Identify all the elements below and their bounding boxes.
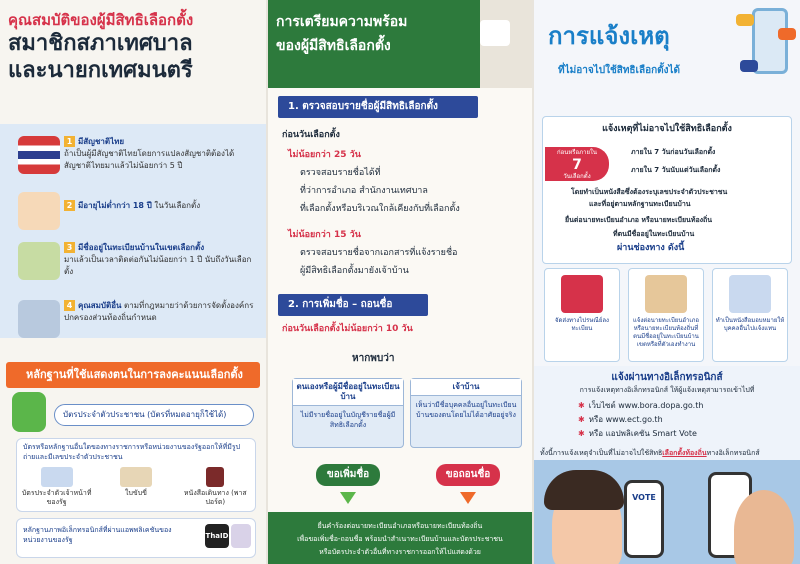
ballot-hand-icon (480, 20, 510, 46)
driver-license-icon (120, 467, 152, 487)
days15-label: ไม่น้อยกว่า 15 วัน (288, 230, 361, 240)
qualification-item: 1 มีสัญชาติไทย ถ้าเป็นผู้มีสัญชาติไทยโดยการแปลงสัญชาติต้องได้สัญชาติไทยมาแล้วไม่น้อยกว่า 5 ปี (18, 136, 254, 174)
days25-line1: ตรวจสอบรายชื่อได้ที่ (300, 168, 381, 178)
footer-line3: หรือบัตรประจำตัวอื่นที่ทางราชการออกให้ไปแสดงด้วย (319, 548, 481, 556)
thai-flag-icon (18, 136, 60, 174)
qualification-title: มีชื่ออยู่ในทะเบียนบ้านในเขตเลือกตั้ง (78, 243, 205, 252)
qualification-detail: ถ้าเป็นผู้มีสัญชาติไทยโดยการแปลงสัญชาติต้องได้สัญชาติไทยมาแล้วไม่น้อยกว่า 5 ปี (64, 149, 235, 170)
channel-office: แจ้งต่อนายทะเบียนอำเภอหรือนายทะเบียนท้องถิ่นที่ตนมีชื่ออยู่ในทะเบียนบ้านเขตหรือที่ตัวเองทำงาน (628, 268, 704, 362)
house-icon (18, 242, 60, 280)
electronic-desc: การแจ้งเหตุทางอิเล็กทรอนิกส์ ให้ผู้แจ้งเหตุสามารถเข้าไปที่ (579, 386, 755, 394)
doc-passport: หนังสือเดินทาง (พาสปอร์ต) (180, 467, 250, 507)
evidence-banner: หลักฐานที่ใช้แสดงตนในการลงคะแนนเลือกตั้ง (6, 362, 260, 388)
id-card-pill: บัตรประจำตัวประชาชน (บัตรที่หมดอายุก็ใช้ได้) (54, 404, 254, 426)
panel1-title-red: คุณสมบัติของผู้มีสิทธิเลือกตั้ง (8, 11, 194, 29)
qualification-title: มีสัญชาติไทย (78, 137, 125, 146)
mascot-icon (12, 392, 46, 432)
footer-line1: ยื่นคำร้องต่อนายทะเบียนอำเภอหรือนายทะเบียนท้องถิ่น (317, 522, 483, 530)
down-arrow-icon (460, 492, 476, 504)
desc-line2: และที่อยู่ตามหลักฐานทะเบียนบ้าน (589, 200, 691, 208)
add-name-button[interactable]: ขอเพิ่มชื่อ (316, 464, 380, 486)
choice-remove (410, 378, 522, 448)
officer-icon (645, 275, 687, 313)
letter-icon (729, 275, 771, 313)
man-icon (734, 490, 794, 564)
choice-add-head: ตนเองหรือผู้มีชื่ออยู่ในทะเบียนบ้าน (293, 379, 403, 406)
app-logo-icon (231, 524, 251, 548)
hair-icon (544, 470, 624, 510)
desc-line1: โดยทำเป็นหนังสือซึ่งต้องระบุเลขประจำตัวประชาชน (571, 188, 728, 196)
qualification-item: 2 มีอายุไม่ต่ำกว่า 18 ปี ในวันเลือกตั้ง (18, 192, 254, 230)
before-election-label: ก่อนวันเลือกตั้ง (282, 130, 340, 140)
electronic-title: แจ้งผ่านทางอิเล็กทรอนิกส์ (611, 372, 723, 383)
app-evidence-box (16, 518, 256, 558)
bullet-smartvote[interactable]: ✱ หรือ แอปพลิเคชัน Smart Vote (578, 429, 697, 438)
down-arrow-icon (340, 492, 356, 504)
chat-bubble-icon (740, 60, 758, 72)
panel-qualifications (0, 0, 266, 564)
notification-box-title: แจ้งเหตุที่ไม่อาจไปใช้สิทธิเลือกตั้ง (602, 124, 732, 134)
panel-preparation (268, 0, 532, 564)
bullet-bora[interactable]: ✱ เว็บไซต์ www.bora.dopa.go.th (578, 401, 704, 410)
qualification-detail: มาแล้วเป็นเวลาติดต่อกันไม่น้อยกว่า 1 ปี นับถึงวันเลือกตั้ง (64, 255, 252, 276)
panel2-title-line2: ของผู้มีสิทธิเลือกตั้ง (276, 38, 391, 54)
qualification-item: 4 คุณสมบัติอื่น ตามที่กฎหมายว่าด้วยการจัดตั้งองค์กรปกครองส่วนท้องถิ่นกำหนด (18, 300, 254, 338)
within-before: ภายใน 7 วันก่อนวันเลือกตั้ง (631, 148, 716, 156)
qualification-item: 3 มีชื่ออยู่ในทะเบียนบ้านในเขตเลือกตั้ง มาแล้วเป็นเวลาติดต่อกันไม่น้อยกว่า 1 ปี นับถึงวันเลือกตั้ง (18, 242, 254, 280)
thaid-logo: ThaID (205, 524, 229, 548)
notification-box (542, 116, 792, 264)
remove-name-button[interactable]: ขอถอนชื่อ (436, 464, 500, 486)
choice-remove-head: เจ้าบ้าน (411, 379, 521, 396)
channels-label: ผ่านช่องทาง ดังนี้ (617, 243, 685, 253)
seven-days-badge: ก่อนหรือภายใน 7 วันเลือกตั้ง (545, 147, 609, 181)
within-after: ภายใน 7 วันนับแต่วันเลือกตั้ง (631, 166, 721, 174)
panel1-title-line1: สมาชิกสภาเทศบาล (8, 31, 193, 56)
days15-line2: ผู้มีสิทธิเลือกตั้งมายังเจ้าบ้าน (300, 266, 409, 276)
choice-add-body: ไม่มีรายชื่ออยู่ในบัญชีรายชื่อผู้มีสิทธิเลือกตั้ง (300, 411, 396, 429)
chat-bubble-icon (778, 28, 796, 40)
vote-phone-icon: VOTE (624, 480, 664, 558)
documents-header: บัตรหรือหลักฐานอื่นใดของทางราชการหรือหน่วยงานของรัฐออกให้ที่มีรูปถ่ายและมีเลขประจำตัวประชาชน (23, 443, 241, 461)
qualification-title: มีอายุไม่ต่ำกว่า 18 ปี (78, 201, 152, 210)
choice-add (292, 378, 404, 448)
id-card-icon (41, 467, 73, 487)
documents-box (16, 438, 256, 512)
days15-line1: ตรวจสอบรายชื่อจากเอกสารที่แจ้งรายชื่อ (300, 248, 458, 258)
electronic-note: ทั้งนี้การแจ้งเหตุจำเป็นที่ไม่อาจไปใช้สิทธิเลือกตั้งท้องถิ่นทางอิเล็กทรอนิกส์ (540, 449, 760, 457)
panel2-header (268, 0, 532, 88)
desc-line3: ยื่นต่อนายทะเบียนอำเภอ หรือนายทะเบียนท้องถิ่น (565, 216, 713, 224)
bullet-ect[interactable]: ✱ หรือ www.ect.go.th (578, 415, 663, 424)
panel-notification (534, 0, 800, 564)
mailbox-icon (561, 275, 603, 313)
footer-line2: เพื่อขอเพิ่มชื่อ-ถอนชื่อ พร้อมนำสำเนาทะเบียนบ้านและบัตรประชาชน (297, 535, 503, 543)
panel3-header (534, 0, 800, 102)
desc-line4: ที่ตนมีชื่ออยู่ในทะเบียนบ้าน (613, 230, 695, 238)
days25-label: ไม่น้อยกว่า 25 วัน (288, 150, 361, 160)
doc-driver-license: ใบขับขี่ (101, 467, 171, 507)
person-age-icon (18, 192, 60, 230)
people-illustration (534, 460, 800, 564)
panel2-title-line1: การเตรียมความพร้อม (276, 14, 408, 30)
choice-remove-body: เห็นว่ามีชื่อบุคคลอื่นอยู่ในทะเบียนบ้านของตนโดยไม่ได้อาศัยอยู่จริง (415, 401, 517, 419)
passport-icon (206, 467, 224, 487)
panel2-footer (268, 512, 532, 564)
panel3-subtitle: ที่ไม่อาจไปใช้สิทธิเลือกตั้งได้ (558, 65, 681, 76)
building-icon (18, 300, 60, 338)
section2-subtitle: ก่อนวันเลือกตั้งไม่น้อยกว่า 10 วัน (282, 324, 413, 334)
days25-line2: ที่ว่าการอำเภอ สำนักงานเทศบาล (300, 186, 428, 196)
app-evidence-text: หลักฐานภาพอิเล็กทรอนิกส์ที่ผ่านแอพพลิเคชันของหน่วยงานของรัฐ (23, 526, 172, 544)
channels-list (544, 268, 790, 364)
qualification-title: คุณสมบัติอื่น (78, 301, 122, 310)
chat-bubble-icon (736, 14, 754, 26)
doc-official-id: บัตรประจำตัวเจ้าหน้าที่ของรัฐ (22, 467, 92, 507)
panel1-title-line2: และนายกเทศมนตรี (8, 58, 193, 83)
channel-proxy: ทำเป็นหนังสือมอบหมายให้บุคคลอื่นไปแจ้งแทน (712, 268, 788, 362)
section2-bar: 2. การเพิ่มชื่อ – ถอนชื่อ (278, 294, 428, 316)
days25-line3: ที่เลือกตั้งหรือบริเวณใกล้เคียงกับที่เลือกตั้ง (300, 204, 460, 214)
panel3-title: การแจ้งเหตุ (548, 22, 670, 50)
channel-mail: จัดส่งทางไปรษณีย์ลงทะเบียน (544, 268, 620, 362)
section1-bar: 1. ตรวจสอบรายชื่อผู้มีสิทธิเลือกตั้ง (278, 96, 478, 118)
if-found-label: หากพบว่า (352, 353, 395, 364)
panel1-header (0, 0, 266, 88)
